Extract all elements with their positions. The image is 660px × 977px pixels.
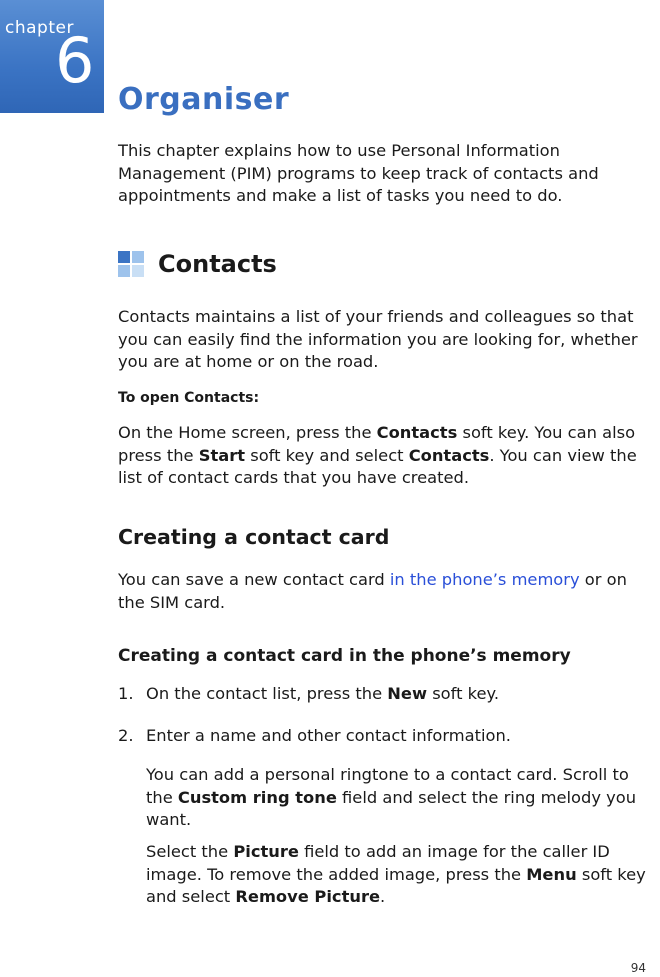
text-run: You can save a new contact card <box>118 570 390 589</box>
step-number: 1. <box>118 684 134 703</box>
text-run: You can add a personal ringtone to a contact card. Scroll to the <box>146 765 629 807</box>
text-run: soft key. <box>427 684 499 703</box>
contacts-description: Contacts maintains a list of your friends and colleagues so that you can easily find the information you are looking for, whether you are at home or on the road. <box>118 307 638 371</box>
step-number: 2. <box>118 726 134 745</box>
contacts-key-name: Contacts <box>376 423 458 442</box>
text-run: On the Home screen, press the <box>118 423 377 442</box>
menu-key-name: Menu <box>526 864 577 884</box>
section-squares-icon <box>118 251 144 277</box>
ringtone-paragraph <box>146 764 651 832</box>
page-title: Organiser <box>118 82 290 117</box>
section-heading-contacts <box>118 250 277 278</box>
text-run: On the contact list, press the <box>146 684 388 703</box>
new-key-name: New <box>387 684 428 703</box>
creating-heading: Creating a contact card <box>118 525 390 549</box>
chapter-tab <box>0 0 104 113</box>
remove-picture-option: Remove Picture <box>235 887 381 906</box>
open-contacts-label: To open Contacts: <box>118 390 260 406</box>
text-run: field and select the ring melody you want. <box>146 787 637 829</box>
start-key-name: Start <box>198 445 246 465</box>
contacts-menu-name: Contacts <box>408 445 490 465</box>
chapter-number: 6 <box>55 24 95 97</box>
picture-paragraph <box>146 841 651 909</box>
text-run: field to add an image for the caller ID image. To remove the added image, press the <box>146 842 610 884</box>
memory-heading: Creating a contact card in the phone’s memory <box>118 646 571 666</box>
step-2 <box>118 725 648 748</box>
chapter-label: chapter <box>5 18 74 38</box>
step-text: Enter a name and other contact information. <box>146 726 511 745</box>
contacts-heading: Contacts <box>158 250 277 278</box>
text-run: or on the SIM card. <box>118 570 627 612</box>
text-run: soft key and select <box>245 445 409 465</box>
picture-field-name: Picture <box>233 842 299 861</box>
step-text <box>146 683 499 706</box>
custom-ring-tone-field-name: Custom ring tone <box>177 787 337 807</box>
text-run: . <box>380 887 386 906</box>
open-contacts-paragraph <box>118 422 648 490</box>
page-number: 94 <box>630 961 646 975</box>
text-run: Select the <box>146 842 234 861</box>
text-run: . You can view the list of contact cards that you have created. <box>118 445 637 487</box>
intro-paragraph: This chapter explains how to use Personal Information Management (PIM) programs to keep track of contacts and appointments and make a list of tasks you need to do. <box>118 141 599 205</box>
text-run: soft key and select <box>146 864 646 906</box>
step-1 <box>118 683 648 706</box>
text-run: soft key. You can also press the <box>118 423 636 465</box>
creating-paragraph <box>118 569 648 614</box>
phone-memory-link[interactable]: in the phone’s memory <box>389 570 580 589</box>
